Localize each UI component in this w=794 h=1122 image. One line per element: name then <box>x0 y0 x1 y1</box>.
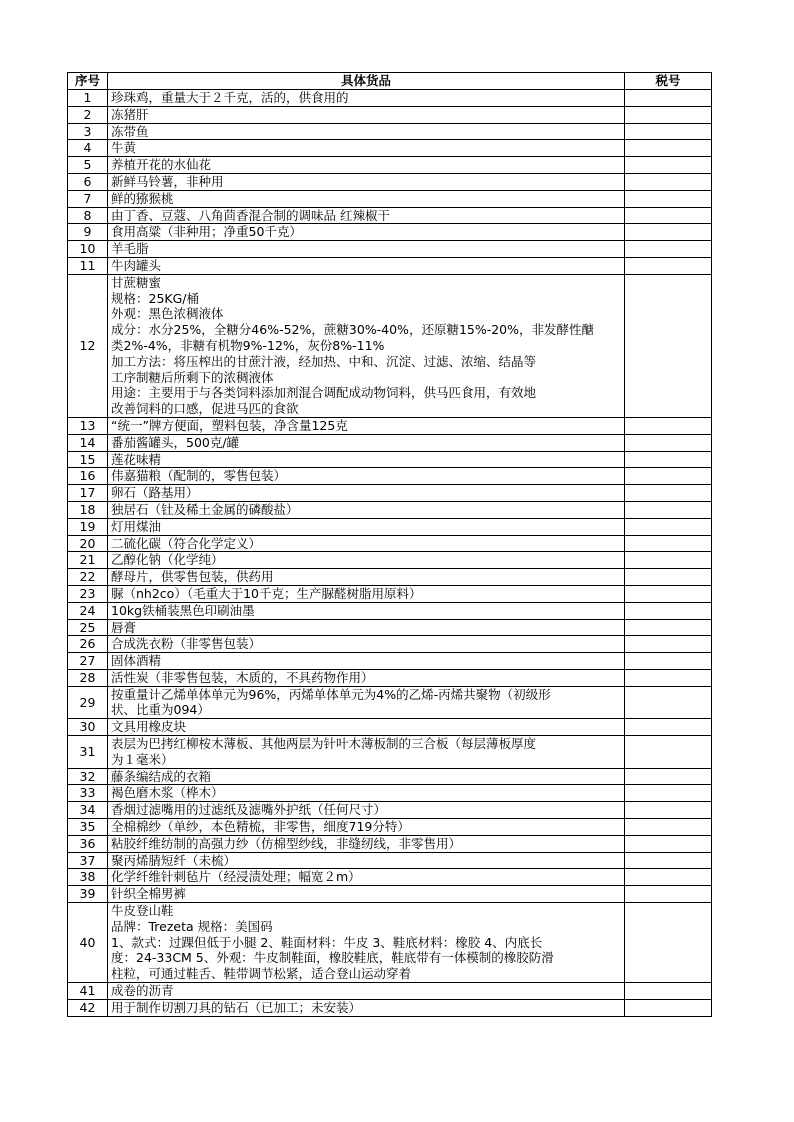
table-row <box>68 224 712 241</box>
description-line: 鲜的猕猴桃 <box>111 190 174 206</box>
description-line: 牛黄 <box>111 140 137 156</box>
row-serial-number: 12 <box>68 274 108 417</box>
description-line: 1、款式：过踝但低于小腿 2、鞋面材料：牛皮 3、鞋底材料：橡胶 4、内底长 <box>111 934 543 950</box>
description-line: 唇膏 <box>111 619 137 635</box>
row-goods-description <box>108 869 625 886</box>
row-tariff-code[interactable] <box>625 224 712 241</box>
row-serial-number: 13 <box>68 417 108 434</box>
row-serial-number: 9 <box>68 224 108 241</box>
table-row <box>68 140 712 157</box>
row-serial-number: 29 <box>68 686 108 719</box>
row-serial-number: 22 <box>68 569 108 586</box>
description-line: 独居石（钍及稀土金属的磷酸盐） <box>111 501 299 517</box>
row-goods-description <box>108 886 625 903</box>
row-goods-description <box>108 585 625 602</box>
table-row <box>68 241 712 258</box>
row-tariff-code[interactable] <box>625 686 712 719</box>
table-row <box>68 157 712 174</box>
description-line: 针织全棉男裤 <box>111 886 187 902</box>
table-row <box>68 501 712 518</box>
row-serial-number: 3 <box>68 123 108 140</box>
description-line: 成卷的沥青 <box>111 983 174 999</box>
description-line: 改善饲料的口感，促进马匹的食欲 <box>111 401 299 417</box>
row-goods-description <box>108 903 625 983</box>
row-serial-number: 21 <box>68 552 108 569</box>
header-tariff-code: 税号 <box>625 73 712 90</box>
row-tariff-code[interactable] <box>625 819 712 836</box>
row-goods-description <box>108 802 625 819</box>
row-tariff-code[interactable] <box>625 736 712 769</box>
row-serial-number: 28 <box>68 669 108 686</box>
description-line: 脲（nh2co）（毛重大于10千克；生产脲醛树脂用原料） <box>111 585 422 601</box>
description-line: 固体酒精 <box>111 653 162 669</box>
row-serial-number: 42 <box>68 999 108 1016</box>
row-tariff-code[interactable] <box>625 619 712 636</box>
table-row <box>68 819 712 836</box>
row-serial-number: 7 <box>68 190 108 207</box>
description-line: 牛肉罐头 <box>111 257 162 273</box>
table-row <box>68 852 712 869</box>
row-serial-number: 34 <box>68 802 108 819</box>
description-line: 牛皮登山鞋 <box>111 903 174 919</box>
row-serial-number: 18 <box>68 501 108 518</box>
row-goods-description <box>108 785 625 802</box>
table-row <box>68 417 712 434</box>
row-serial-number: 6 <box>68 173 108 190</box>
row-tariff-code[interactable] <box>625 468 712 485</box>
row-goods-description <box>108 123 625 140</box>
description-line: 10kg铁桶装黑色印刷油墨 <box>111 602 255 618</box>
table-row <box>68 802 712 819</box>
row-goods-description <box>108 451 625 468</box>
row-tariff-code[interactable] <box>625 518 712 535</box>
row-goods-description <box>108 157 625 174</box>
table-row <box>68 518 712 535</box>
row-serial-number: 19 <box>68 518 108 535</box>
goods-table <box>67 72 712 1017</box>
row-tariff-code[interactable] <box>625 886 712 903</box>
description-line: 冻带鱼 <box>111 123 149 139</box>
table-row <box>68 835 712 852</box>
row-goods-description <box>108 602 625 619</box>
row-tariff-code[interactable] <box>625 835 712 852</box>
row-goods-description <box>108 207 625 224</box>
description-line: 外观：黑色浓稠液体 <box>111 306 224 322</box>
row-tariff-code[interactable] <box>625 241 712 258</box>
table-row <box>68 686 712 719</box>
row-goods-description <box>108 569 625 586</box>
row-goods-description <box>108 669 625 686</box>
row-goods-description <box>108 501 625 518</box>
row-goods-description <box>108 90 625 107</box>
row-tariff-code[interactable] <box>625 552 712 569</box>
table-row <box>68 485 712 502</box>
row-goods-description <box>108 736 625 769</box>
description-line: 伟嘉猫粮（配制的，零售包装） <box>111 468 287 484</box>
row-tariff-code[interactable] <box>625 569 712 586</box>
description-line: 卵石（路基用） <box>111 485 199 501</box>
table-row <box>68 903 712 983</box>
description-line: 类2%-4%，非糖有机物9%-12%，灰份8%-11% <box>111 337 385 353</box>
row-serial-number: 41 <box>68 983 108 1000</box>
table-row <box>68 636 712 653</box>
row-goods-description <box>108 434 625 451</box>
description-line: 酵母片，供零售包装，供药用 <box>111 569 274 585</box>
table-header <box>68 73 712 90</box>
table-body <box>68 90 712 1017</box>
description-line: 新鲜马铃薯，非种用 <box>111 173 224 189</box>
description-line: 莲花味精 <box>111 451 162 467</box>
row-serial-number: 20 <box>68 535 108 552</box>
row-goods-description <box>108 257 625 274</box>
row-serial-number: 10 <box>68 241 108 258</box>
row-tariff-code[interactable] <box>625 903 712 983</box>
table-row <box>68 173 712 190</box>
row-serial-number: 4 <box>68 140 108 157</box>
description-line: 活性炭（非零售包装，木质的，不具药物作用） <box>111 669 374 685</box>
row-serial-number: 2 <box>68 106 108 123</box>
row-goods-description <box>108 653 625 670</box>
table-row <box>68 257 712 274</box>
row-serial-number: 14 <box>68 434 108 451</box>
row-goods-description <box>108 552 625 569</box>
row-tariff-code[interactable] <box>625 157 712 174</box>
row-serial-number: 30 <box>68 719 108 736</box>
row-goods-description <box>108 190 625 207</box>
row-tariff-code[interactable] <box>625 636 712 653</box>
description-line: 番茄酱罐头，500克/罐 <box>111 434 240 450</box>
row-tariff-code[interactable] <box>625 802 712 819</box>
description-line: 灯用煤油 <box>111 518 162 534</box>
table-row <box>68 434 712 451</box>
row-tariff-code[interactable] <box>625 768 712 785</box>
row-goods-description <box>108 719 625 736</box>
row-goods-description <box>108 999 625 1016</box>
row-serial-number: 8 <box>68 207 108 224</box>
row-goods-description <box>108 518 625 535</box>
row-goods-description <box>108 768 625 785</box>
table-row <box>68 468 712 485</box>
description-line: 化学纤维针刺毡片（经浸渍处理；幅宽２m） <box>111 869 361 885</box>
row-serial-number: 24 <box>68 602 108 619</box>
description-line: 用途：主要用于与各类饲料添加剂混合调配成动物饲料，供马匹食用，有效地 <box>111 385 537 401</box>
row-tariff-code[interactable] <box>625 869 712 886</box>
row-goods-description <box>108 140 625 157</box>
row-goods-description <box>108 636 625 653</box>
row-tariff-code[interactable] <box>625 501 712 518</box>
row-goods-description <box>108 468 625 485</box>
table-row <box>68 669 712 686</box>
table-row <box>68 768 712 785</box>
description-line: 工序制糖后所剩下的浓稠液体 <box>111 369 274 385</box>
table-row <box>68 106 712 123</box>
row-goods-description <box>108 173 625 190</box>
row-serial-number: 39 <box>68 886 108 903</box>
table-row <box>68 619 712 636</box>
description-line: 由丁香、豆蔻、八角茴香混合制的调味品 红辣椒干 <box>111 207 390 223</box>
row-tariff-code[interactable] <box>625 207 712 224</box>
header-serial-number: 序号 <box>68 73 108 90</box>
table-row <box>68 785 712 802</box>
row-serial-number: 15 <box>68 451 108 468</box>
row-serial-number: 40 <box>68 903 108 983</box>
description-line: 乙醇化钠（化学纯） <box>111 552 224 568</box>
row-goods-description <box>108 417 625 434</box>
header-row <box>68 73 712 90</box>
table-row <box>68 123 712 140</box>
row-tariff-code[interactable] <box>625 106 712 123</box>
row-serial-number: 5 <box>68 157 108 174</box>
row-tariff-code[interactable] <box>625 852 712 869</box>
row-goods-description <box>108 983 625 1000</box>
description-line: 养植开花的水仙花 <box>111 157 212 173</box>
description-line: 羊毛脂 <box>111 241 149 257</box>
description-line: 用于制作切割刀具的钻石（已加工；未安装） <box>111 999 362 1015</box>
row-goods-description <box>108 619 625 636</box>
row-serial-number: 33 <box>68 785 108 802</box>
description-line: “统一”牌方便面，塑料包装，净含量125克 <box>111 417 348 433</box>
row-tariff-code[interactable] <box>625 585 712 602</box>
description-line: 文具用橡皮块 <box>111 719 187 735</box>
row-tariff-code[interactable] <box>625 417 712 434</box>
row-tariff-code[interactable] <box>625 123 712 140</box>
row-tariff-code[interactable] <box>625 669 712 686</box>
row-serial-number: 35 <box>68 819 108 836</box>
row-goods-description <box>108 852 625 869</box>
table-row <box>68 602 712 619</box>
description-line: 聚丙烯腈短纤（未梳） <box>111 852 237 868</box>
table-row <box>68 90 712 107</box>
header-goods-description: 具体货品 <box>108 73 625 90</box>
table-row <box>68 535 712 552</box>
table-row <box>68 552 712 569</box>
table-row <box>68 736 712 769</box>
table-row <box>68 983 712 1000</box>
row-tariff-code[interactable] <box>625 653 712 670</box>
row-tariff-code[interactable] <box>625 274 712 417</box>
row-goods-description <box>108 535 625 552</box>
row-tariff-code[interactable] <box>625 140 712 157</box>
row-serial-number: 16 <box>68 468 108 485</box>
description-line: 成分：水分25%，全糖分46%-52%，蔗糖30%-40%，还原糖15%-20%，非发酵性醣 <box>111 322 595 338</box>
table-row <box>68 569 712 586</box>
row-tariff-code[interactable] <box>625 602 712 619</box>
table-row <box>68 719 712 736</box>
description-line: 状、比重为094） <box>111 702 210 718</box>
row-goods-description <box>108 241 625 258</box>
row-tariff-code[interactable] <box>625 434 712 451</box>
table-row <box>68 190 712 207</box>
row-goods-description <box>108 485 625 502</box>
row-tariff-code[interactable] <box>625 485 712 502</box>
table-row <box>68 886 712 903</box>
description-line: 冻猪肝 <box>111 106 149 122</box>
row-tariff-code[interactable] <box>625 451 712 468</box>
description-line: 规格：25KG/桶 <box>111 290 200 306</box>
row-serial-number: 32 <box>68 768 108 785</box>
row-serial-number: 37 <box>68 852 108 869</box>
row-serial-number: 36 <box>68 835 108 852</box>
table-row <box>68 585 712 602</box>
description-line: 粘胶纤维纺制的高强力纱（仿棉型纱线，非缝纫线，非零售用） <box>111 835 462 851</box>
row-serial-number: 11 <box>68 257 108 274</box>
description-line: 加工方法：将压榨出的甘蔗汁液，经加热、中和、沉淀、过滤、浓缩、结晶等 <box>111 353 537 369</box>
row-goods-description <box>108 224 625 241</box>
row-serial-number: 38 <box>68 869 108 886</box>
description-line: 表层为巴拷红柳桉木薄板、其他两层为针叶木薄板制的三合板（每层薄板厚度 <box>111 736 537 752</box>
description-line: 香烟过滤嘴用的过滤纸及滤嘴外护纸（任何尺寸） <box>111 802 387 818</box>
row-serial-number: 31 <box>68 736 108 769</box>
table-row <box>68 653 712 670</box>
description-line: 藤条编结成的衣箱 <box>111 768 212 784</box>
table-row <box>68 869 712 886</box>
description-line: 度：24-33CM 5、外观：牛皮制鞋面，橡胶鞋底，鞋底带有一体模制的橡胶防滑 <box>111 950 554 966</box>
row-tariff-code[interactable] <box>625 257 712 274</box>
row-goods-description <box>108 835 625 852</box>
table-row <box>68 274 712 417</box>
row-tariff-code[interactable] <box>625 90 712 107</box>
table-row <box>68 999 712 1016</box>
row-serial-number: 1 <box>68 90 108 107</box>
description-line: 柱粒，可通过鞋舌、鞋带调节松紧，适合登山运动穿着 <box>111 966 412 982</box>
row-tariff-code[interactable] <box>625 983 712 1000</box>
description-line: 按重量计乙烯单体单元为96%，丙烯单体单元为4%的乙烯-丙烯共聚物（初级形 <box>111 686 551 702</box>
table-row <box>68 451 712 468</box>
description-line: 品牌：Trezeta 规格：美国码 <box>111 918 273 934</box>
row-tariff-code[interactable] <box>625 785 712 802</box>
row-tariff-code[interactable] <box>625 190 712 207</box>
description-line: 甘蔗糖蜜 <box>111 274 162 290</box>
row-goods-description <box>108 686 625 719</box>
description-line: 食用高粱（非种用；净重50千克） <box>111 224 302 240</box>
row-goods-description <box>108 819 625 836</box>
row-goods-description <box>108 274 625 417</box>
row-goods-description <box>108 106 625 123</box>
description-line: 二硫化碳（符合化学定义） <box>111 535 262 551</box>
description-line: 合成洗衣粉（非零售包装） <box>111 636 262 652</box>
row-tariff-code[interactable] <box>625 999 712 1016</box>
row-serial-number: 23 <box>68 585 108 602</box>
row-tariff-code[interactable] <box>625 535 712 552</box>
description-line: 珍珠鸡，重量大于２千克，活的，供食用的 <box>111 90 349 105</box>
row-tariff-code[interactable] <box>625 719 712 736</box>
description-line: 褐色磨木浆（桦木） <box>111 785 224 801</box>
row-tariff-code[interactable] <box>625 173 712 190</box>
description-line: 全棉棉纱（单纱，本色精梳，非零售，细度719分特） <box>111 819 410 835</box>
row-serial-number: 26 <box>68 636 108 653</box>
row-serial-number: 17 <box>68 485 108 502</box>
row-serial-number: 25 <box>68 619 108 636</box>
table-row <box>68 207 712 224</box>
row-serial-number: 27 <box>68 653 108 670</box>
description-line: 为１毫米） <box>111 751 174 767</box>
